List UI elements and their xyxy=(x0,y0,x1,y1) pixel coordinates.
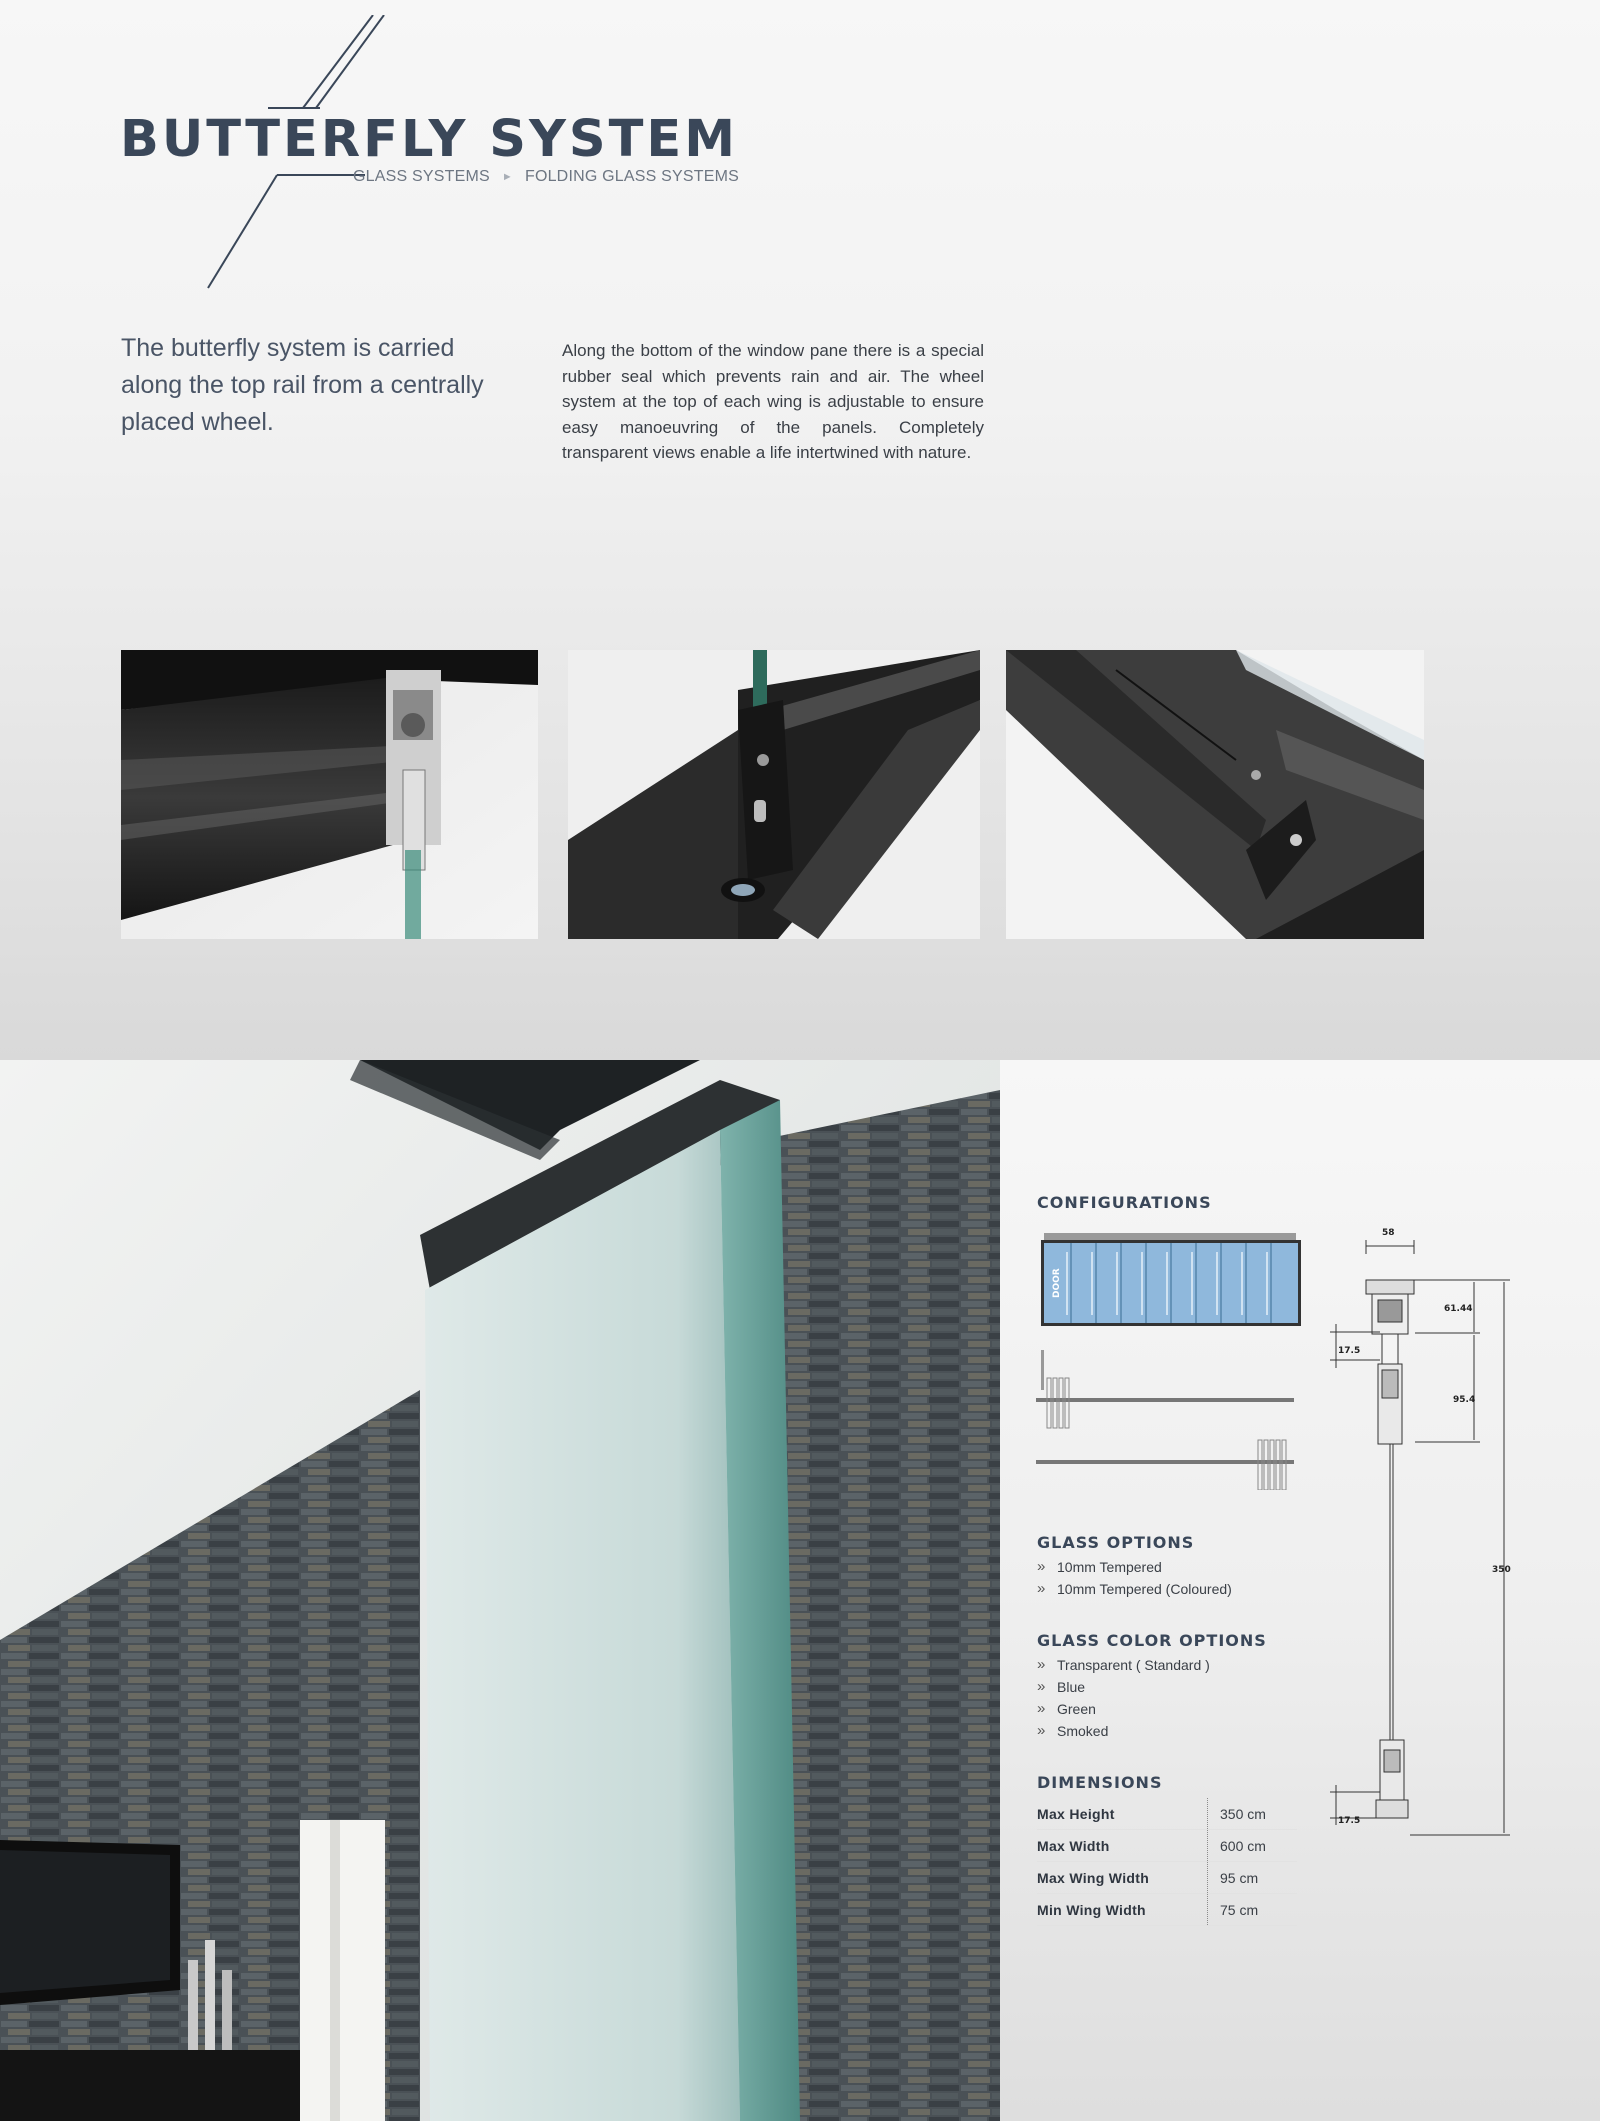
glass-option-label: 10mm Tempered (Coloured) xyxy=(1057,1581,1232,1597)
dimension-label: Max Height xyxy=(1037,1805,1115,1822)
bottom-offset-dimension-label: 17.5 xyxy=(1338,1816,1361,1826)
dimension-label: Max Width xyxy=(1037,1837,1110,1854)
breadcrumb-item-glass-systems[interactable]: GLASS SYSTEMS xyxy=(353,168,490,185)
table-row xyxy=(1037,1862,1297,1894)
list-item xyxy=(1037,1698,1210,1720)
wheel-detail-photo xyxy=(568,650,980,939)
total-height-dimension-label: 350 xyxy=(1492,1565,1511,1575)
list-item xyxy=(1037,1654,1210,1676)
dimension-label: Max Wing Width xyxy=(1037,1869,1150,1886)
door-label: DOOR xyxy=(1052,1268,1062,1298)
dimension-value: 600 cm xyxy=(1207,1830,1266,1861)
lead-paragraph: The butterfly system is carried along the top rail from a centrally placed wheel. xyxy=(121,334,484,436)
glass-options-list xyxy=(1037,1556,1232,1600)
room-installation-photo xyxy=(0,1060,1000,2121)
glass-color-options-list xyxy=(1037,1654,1210,1742)
body-paragraph: Along the bottom of the window pane there is a special rubber seal which prevents rain and air. The wheel system at the top of each wing is adjustable to ensure easy manoeuvring of the panels. Completely transparent views enable a life intertwined with nature. xyxy=(562,341,984,463)
glass-option-label: 10mm Tempered xyxy=(1057,1559,1162,1575)
chevron-right-icon: » xyxy=(1037,1722,1046,1739)
dimensions-heading: DIMENSIONS xyxy=(1037,1773,1163,1792)
list-item xyxy=(1037,1578,1232,1600)
table-row xyxy=(1037,1830,1297,1862)
configuration-diagram xyxy=(1036,1230,1301,1490)
glass-color-options-heading: GLASS COLOR OPTIONS xyxy=(1037,1631,1267,1650)
top-rail-detail-photo xyxy=(121,650,538,939)
seal-detail-photo xyxy=(1006,650,1424,939)
head-height-dimension-label: 61.44 xyxy=(1444,1304,1473,1314)
color-option-label: Transparent ( Standard ) xyxy=(1057,1657,1210,1673)
table-row xyxy=(1037,1894,1297,1926)
list-item xyxy=(1037,1556,1232,1578)
breadcrumb-separator-icon: ► xyxy=(501,171,513,183)
configurations-heading: CONFIGURATIONS xyxy=(1037,1193,1212,1212)
list-item xyxy=(1037,1676,1210,1698)
color-option-label: Blue xyxy=(1057,1679,1086,1695)
color-option-label: Smoked xyxy=(1057,1723,1109,1739)
chevron-right-icon: » xyxy=(1037,1700,1046,1717)
table-row xyxy=(1037,1798,1297,1830)
chevron-right-icon: » xyxy=(1037,1678,1046,1695)
chevron-right-icon: » xyxy=(1037,1558,1046,1575)
page-title: BUTTERFLY SYSTEM xyxy=(120,110,738,169)
profile-technical-drawing xyxy=(1320,1220,1520,1840)
glass-options-heading: GLASS OPTIONS xyxy=(1037,1533,1195,1552)
dimension-value: 350 cm xyxy=(1207,1798,1266,1829)
rail-height-dimension-label: 95.4 xyxy=(1453,1395,1476,1405)
color-option-label: Green xyxy=(1057,1701,1096,1717)
wheel-offset-dimension-label: 17.5 xyxy=(1338,1346,1361,1356)
width-dimension-label: 58 xyxy=(1382,1228,1395,1238)
dimensions-table xyxy=(1037,1798,1297,1926)
breadcrumb-item-folding-glass-systems[interactable]: FOLDING GLASS SYSTEMS xyxy=(524,168,739,185)
breadcrumb xyxy=(353,168,739,186)
dimension-value: 75 cm xyxy=(1207,1894,1258,1925)
chevron-right-icon: » xyxy=(1037,1656,1046,1673)
list-item xyxy=(1037,1720,1210,1742)
dimension-label: Min Wing Width xyxy=(1037,1901,1146,1918)
dimension-value: 95 cm xyxy=(1207,1862,1258,1893)
chevron-right-icon: » xyxy=(1037,1580,1046,1597)
